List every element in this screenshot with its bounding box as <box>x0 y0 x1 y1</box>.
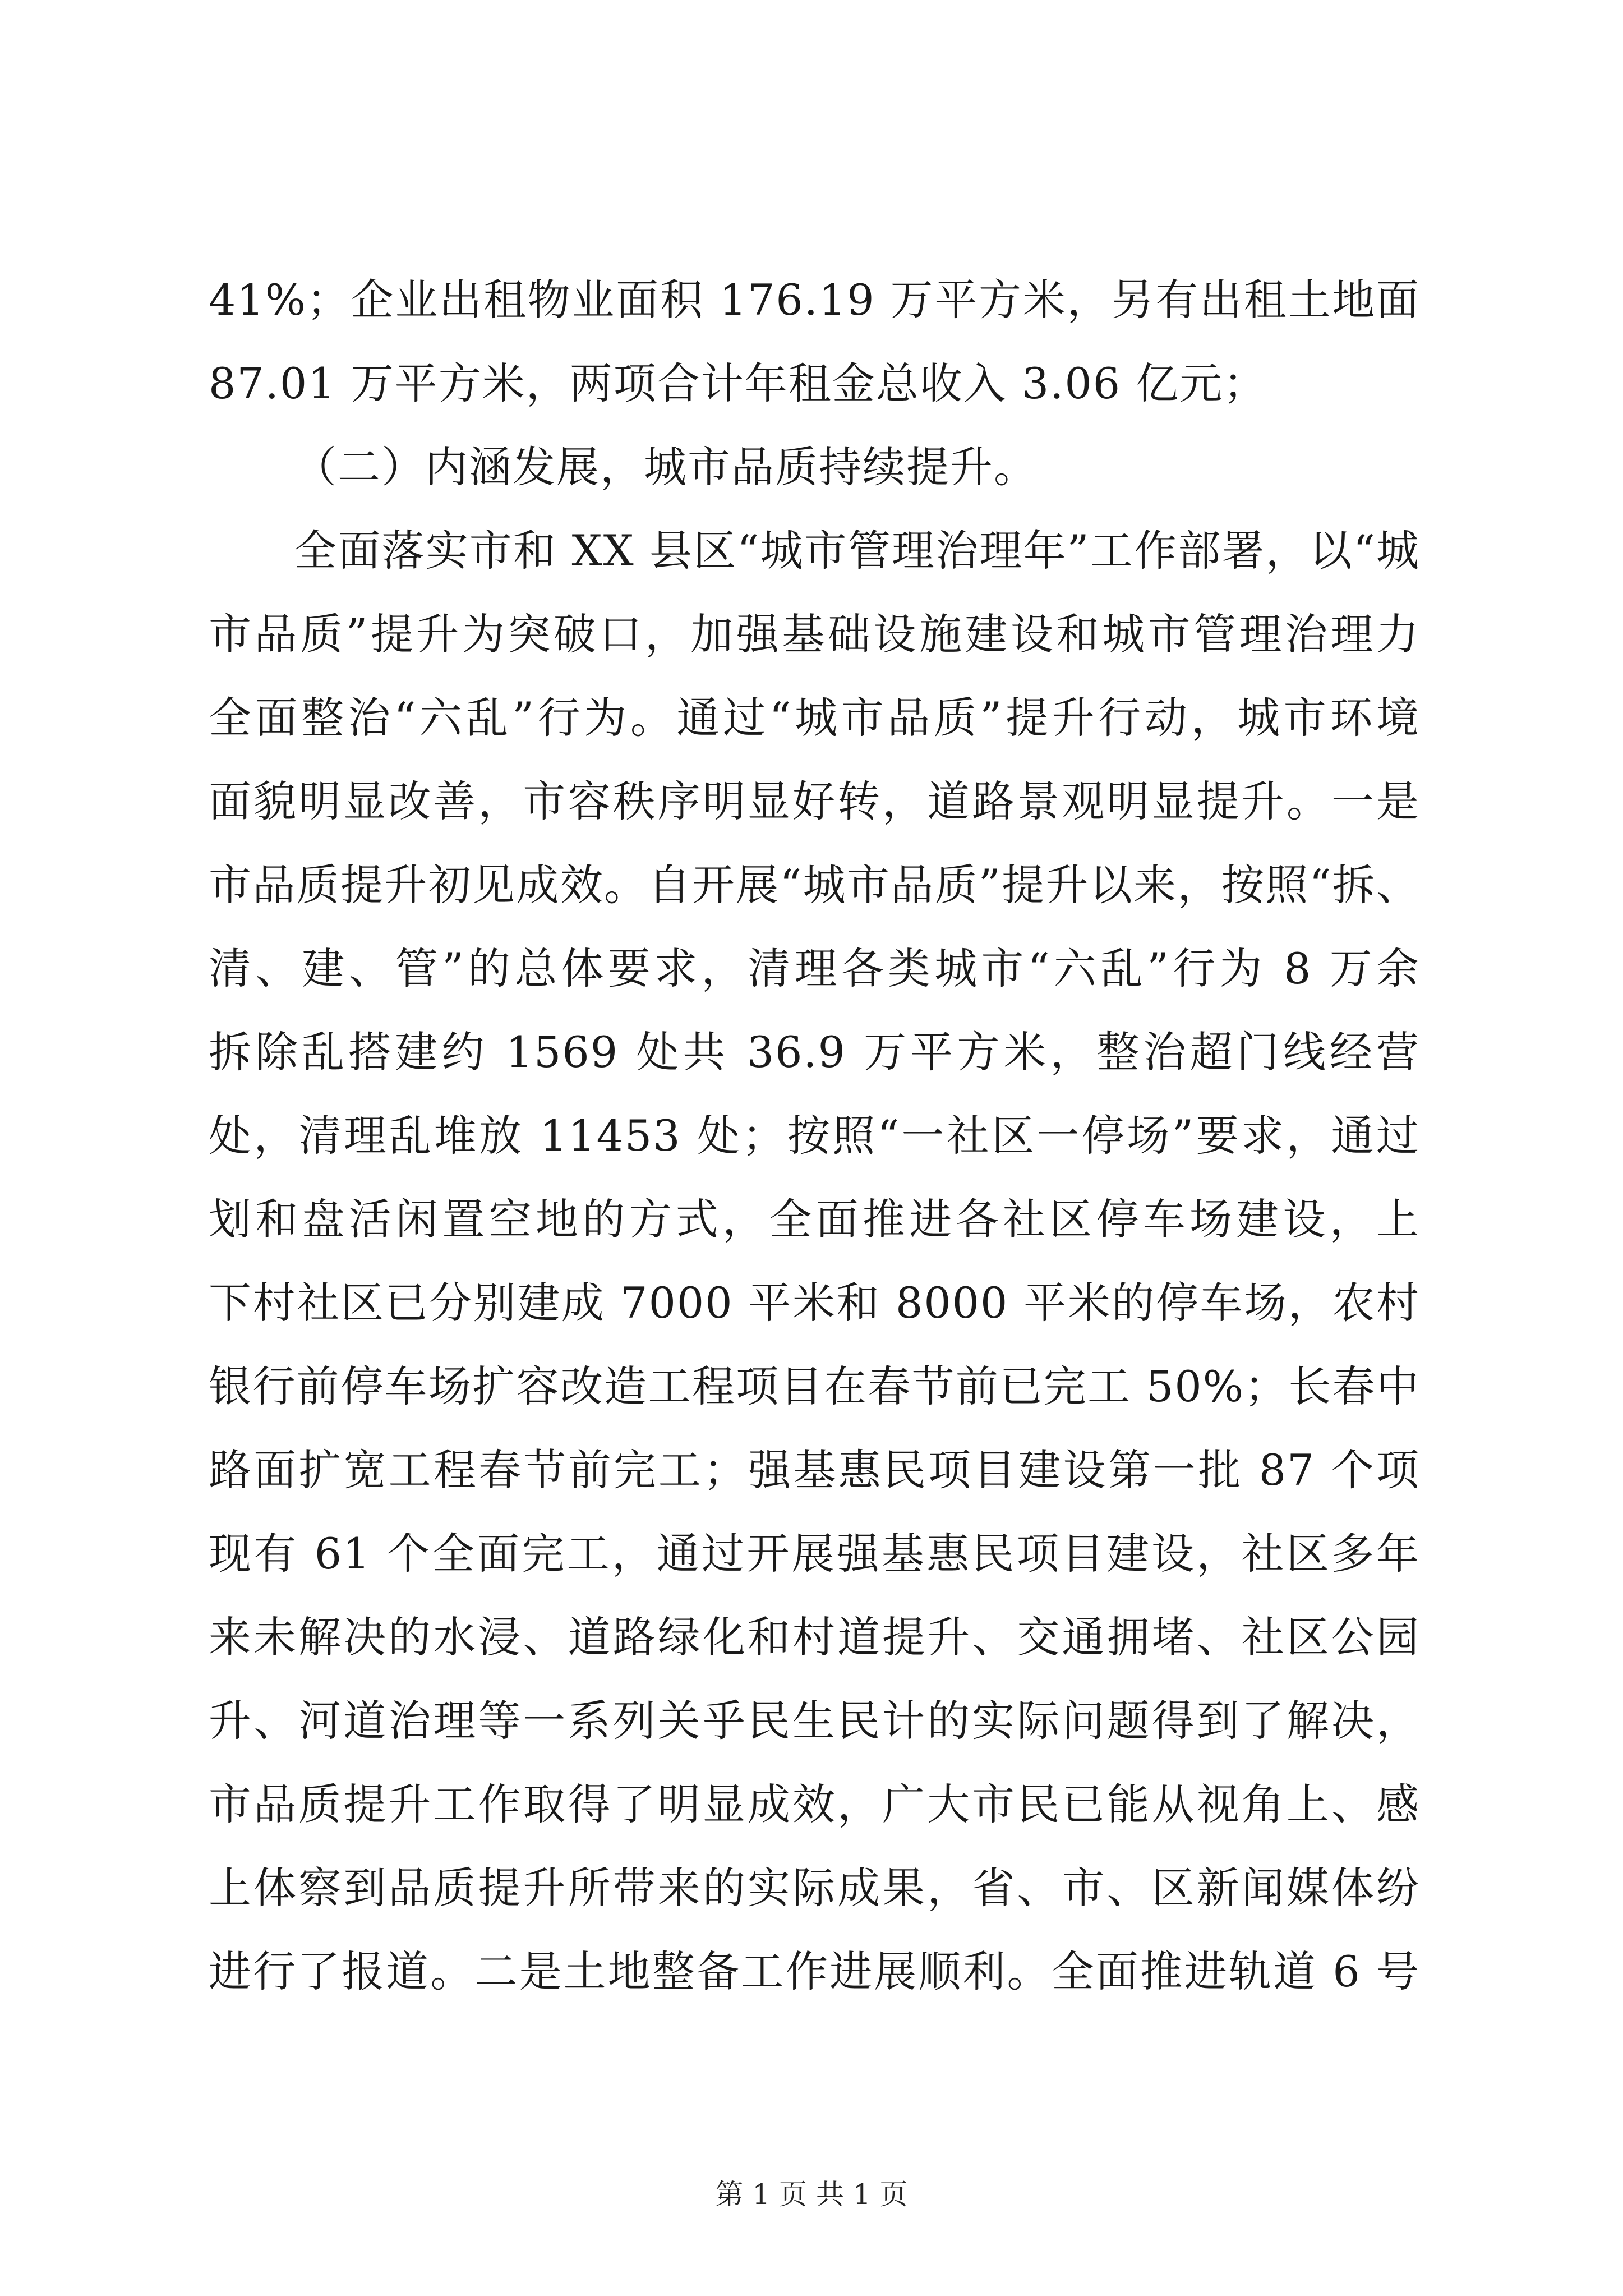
text-line: 市品质提升初见成效。自开展“城市品质”提升以来，按照“拆、 <box>209 860 1420 910</box>
text-line: 路面扩宽工程春节前完工；强基惠民项目建设第一批 87 个项 <box>209 1445 1420 1495</box>
text-line: 进行了报道。二是土地整备工作进展顺利。全面推进轨道 6 号 <box>209 1947 1420 1996</box>
text-line: 来未解决的水浸、道路绿化和村道提升、交通拥堵、社区公园 <box>209 1612 1420 1662</box>
text-line: 划和盘活闲置空地的方式，全面推进各社区停车场建设，上 <box>209 1194 1420 1244</box>
text-line: 银行前停车场扩容改造工程项目在春节前已完工 50%；长春中 <box>209 1361 1420 1411</box>
text-line: 下村社区已分别建成 7000 平米和 8000 平米的停车场，农村 <box>209 1278 1420 1328</box>
text-line: 市品质提升工作取得了明显成效，广大市民已能从视角上、感 <box>209 1779 1420 1829</box>
text-line: 全面落实市和 XX 县区“城市管理治理年”工作部署，以“城 <box>294 526 1420 576</box>
section-heading: （二）内涵发展，城市品质持续提升。 <box>294 442 1038 492</box>
text-line: 升、河道治理等一系列关乎民生民计的实际问题得到了解决， <box>209 1696 1420 1746</box>
body-text <box>209 258 1420 2013</box>
text-line: 87.01 万平方米，两项合计年租金总收入 3.06 亿元； <box>209 358 1267 408</box>
text-line: 处，清理乱堆放 11453 处；按照“一社区一停场”要求，通过 <box>209 1111 1420 1161</box>
text-line: 41%；企业出租物业面积 176.19 万平方米，另有出租土地面 <box>209 275 1420 325</box>
page-number-footer: 第 1 页 共 1 页 <box>715 2178 908 2211</box>
text-line: 面貌明显改善，市容秩序明显好转，道路景观明显提升。一是 <box>209 776 1420 826</box>
text-line: 全面整治“六乱”行为。通过“城市品质”提升行动，城市环境 <box>209 693 1420 743</box>
text-line: 上体察到品质提升所带来的实际成果，省、市、区新闻媒体纷 <box>209 1863 1420 1913</box>
text-line: 清、建、管”的总体要求，清理各类城市“六乱”行为 8 万余 <box>209 944 1420 993</box>
text-line: 市品质”提升为突破口，加强基础设施建设和城市管理治理力 <box>209 609 1420 659</box>
text-line: 现有 61 个全面完工，通过开展强基惠民项目建设，社区多年 <box>209 1529 1420 1579</box>
text-line: 拆除乱搭建约 1569 处共 36.9 万平方米，整治超门线经营 <box>209 1027 1420 1077</box>
